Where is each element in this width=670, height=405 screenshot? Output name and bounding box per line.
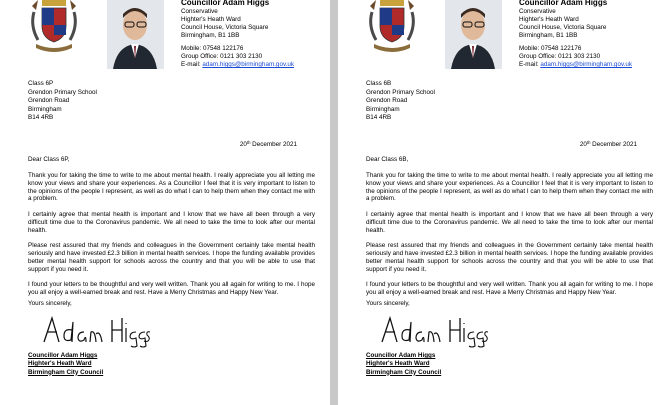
city-crest-icon [28,0,80,54]
email-link[interactable]: adam.higgs@birmingham.gov.uk [540,60,633,68]
ward: Highter's Heath Ward [519,16,579,24]
group-office-number: Group Office: 0121 303 2130 [181,52,263,60]
email-row [181,61,294,69]
recipient-class: Class 6P [28,80,54,87]
ward: Highter's Heath Ward [181,16,241,24]
paragraph: I found your letters to be thoughtful and very well written. Thank you all again for writing to me. I hope you all enjoy a well-earned break and rest. Have a Merry Christmas and Happy New Year. [366,281,653,296]
recipient-street: Grendon Road [366,97,408,105]
councillor-photo [107,0,164,69]
closing: Yours sincerely, [366,300,410,307]
letter-page-left [0,0,330,405]
recipient-school: Grendon Primary School [366,88,435,96]
mobile-number: Mobile: 07548 122176 [519,44,582,52]
handwritten-signature [380,312,490,348]
paragraph: I certainly agree that mental health is important and I know that we have all been through a very difficult time due to the Coronavirus pandemic. We all need to take the time to look after our mental health. [366,211,653,234]
paragraph: I certainly agree that mental health is important and I know that we have all been through a very difficult time due to the Coronavirus pandemic. We all need to take the time to look after our mental health. [28,211,315,234]
letter-date: 20th December 2021 [239,140,297,148]
councillor-header [181,0,294,69]
letter-date: 20th December 2021 [579,140,637,148]
sig-line: Councillor Adam Higgs [366,352,436,359]
group-office-number: Group Office: 0121 303 2130 [519,52,601,60]
city-crest-icon [366,0,418,54]
paragraph: Thank you for taking the time to write to me about mental health. I really appreciate you all letting me know your views and share your experiences. As a Councillor I feel that it is very important to listen to the opinions of the people I represent, as well as do what I can to help them when they contact me with a problem. [366,172,653,203]
sig-line: Highter's Heath Ward [28,360,92,368]
closing: Yours sincerely, [28,300,72,307]
councillor-photo [445,0,502,69]
recipient-address [28,80,97,123]
paragraph: Please rest assured that my friends and colleagues in the Government certainly take mental health seriously and have invested £2.3 billion in mental health services. I hope the funding available provides better mental health support for schools across the country and that you will be able to use that support if you need it. [28,242,315,273]
salutation: Dear Class 6B, [366,156,409,163]
recipient-city: Birmingham [28,105,62,113]
paragraph: Please rest assured that my friends and colleagues in the Government certainly take mental health seriously and have invested £2.3 billion in mental health services. I hope the funding available provides better mental health support for schools across the country and that you will be able to use that support if you need it. [366,242,653,273]
letter-body [28,172,315,305]
office-address-1: Council House, Victoria Square [181,24,269,32]
email-label: E-mail: [519,60,541,68]
party: Conservative [181,8,218,15]
councillor-name: Councillor Adam Higgs [519,0,608,7]
recipient-school: Grendon Primary School [28,88,97,96]
party: Conservative [519,8,556,15]
sig-line: Birmingham City Council [366,368,442,376]
recipient-city: Birmingham [366,105,400,113]
salutation: Dear Class 6P, [28,156,70,163]
email-label: E-mail: [181,60,203,68]
email-row [519,61,632,69]
recipient-street: Grendon Road [28,97,70,105]
councillor-name: Councillor Adam Higgs [181,0,270,7]
office-address-2: Birmingham, B1 1BB [181,32,240,40]
councillor-header [519,0,632,69]
email-link[interactable]: adam.higgs@birmingham.gov.uk [202,60,295,68]
office-address-1: Council House, Victoria Square [519,24,607,32]
letter-page-right [338,0,670,405]
mobile-number: Mobile: 07548 122176 [181,44,244,52]
paragraph: Thank you for taking the time to write to me about mental health. I really appreciate you all letting me know your views and share your experiences. As a Councillor I feel that it is very important to listen to the opinions of the people I represent, as well as do what I can to help them when they contact me with a problem. [28,172,315,203]
office-address-2: Birmingham, B1 1BB [519,32,578,40]
sig-line: Councillor Adam Higgs [28,352,98,359]
handwritten-signature [42,312,152,348]
sig-line: Birmingham City Council [28,368,104,376]
recipient-address [366,80,435,123]
page-gap [330,0,338,405]
signature-block [28,352,103,377]
recipient-postcode: B14 4RB [366,114,392,122]
paragraph: I found your letters to be thoughtful and very well written. Thank you all again for writing to me. I hope you all enjoy a well-earned break and rest. Have a Merry Christmas and Happy New Year. [28,281,315,296]
recipient-postcode: B14 4RB [28,114,54,122]
letter-body [366,172,653,305]
recipient-class: Class 6B [366,80,392,87]
sig-line: Highter's Heath Ward [366,360,430,368]
signature-block [366,352,441,377]
